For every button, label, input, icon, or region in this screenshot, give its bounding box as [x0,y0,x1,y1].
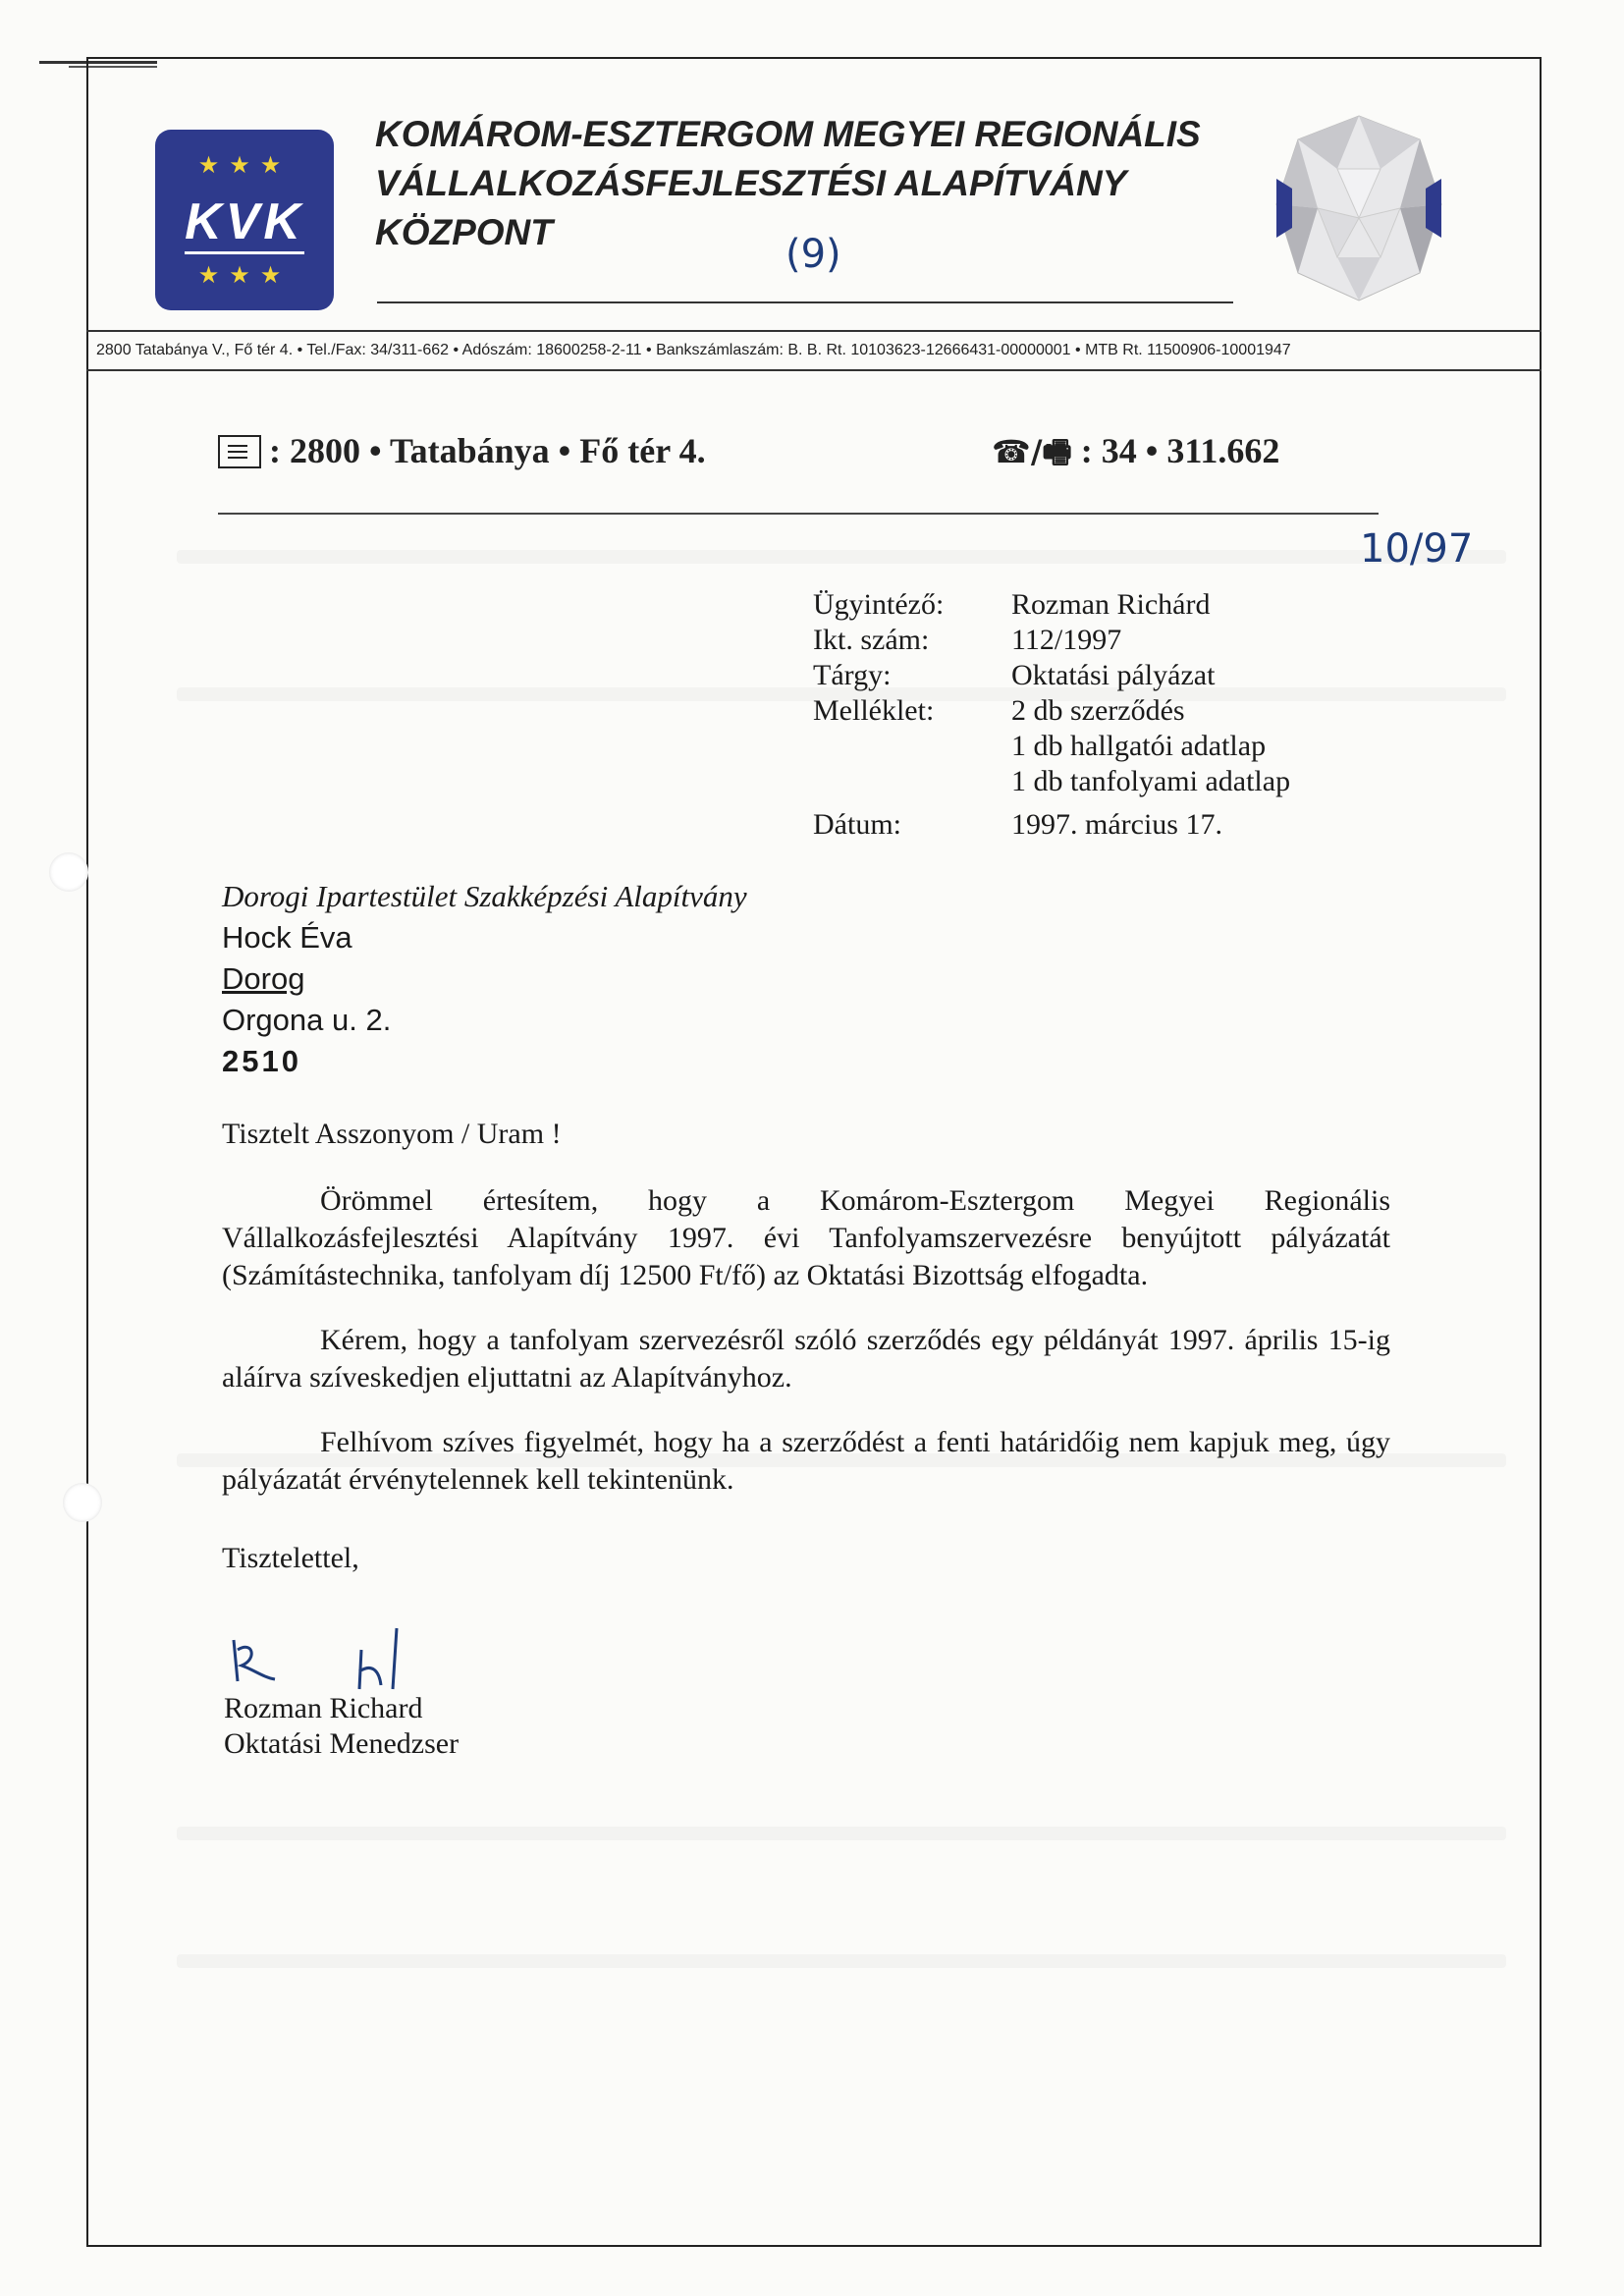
letter-meta [813,587,1290,843]
body-paragraph: Örömmel értesítem, hogy a Komárom-Esztergom Megyei Regionális Vállalkozásfejlesztési Alapítvány 1997. évi Tanfolyamszervezésre benyújtott pályázatát (Számítástechnika, tanfolyam díj 12500 Ft/fő) az Oktatási Bizottság elfogadta. [222,1184,1390,1291]
meta-row [813,807,1290,843]
fax-icon: 🖷 [1042,433,1072,470]
meta-label: Dátum: [813,808,901,841]
meta-label: Melléklet: [813,694,935,727]
signer-title: Oktatási Menedzser [224,1727,460,1760]
meta-value: Oktatási pályázat [1011,659,1216,691]
logo-text: KVK [185,193,304,250]
postal-address-text: : 2800 • Tatabánya • Fő tér 4. [269,431,706,470]
mailbox-icon [218,435,261,468]
meta-label [813,764,1011,799]
body-paragraph: Felhívom szíves figyelmét, hogy ha a szerződést a fenti határidőig nem kapjuk meg, úgy pályázatát érvénytelennek kell tekintenünk. [222,1426,1390,1496]
recipient-city: Dorog [222,961,305,996]
punch-hole [49,852,88,892]
org-line-2: VÁLLALKOZÁSFEJLESZTÉSI ALAPÍTVÁNY [375,163,1127,203]
meta-row [813,693,1290,729]
letter-body [222,1182,1390,1526]
meta-label [813,729,1011,764]
header-rule [377,301,1233,303]
phone-fax [992,430,1279,483]
recipient-zip: 2510 [222,1044,301,1078]
contact-strip: 2800 Tatabánya V., Fő tér 4. • Tel./Fax: 34/311-662 • Adószám: 18600258-2-11 • Bankszámlaszám: B. B. Rt. 10103623-12666431-00000001 • MTB Rt. 11500906-10001947 [86,330,1542,371]
star-icons: ★★★ [197,261,292,289]
meta-row [813,764,1290,799]
logo-underline [185,251,304,254]
handwritten-signature [224,1620,440,1699]
signer-block [224,1691,459,1762]
recipient-name: Hock Éva [222,920,352,955]
org-line-1: KOMÁROM-ESZTERGOM MEGYEI REGIONÁLIS [375,114,1201,154]
meta-value: 1 db hallgatói adatlap [1011,730,1267,762]
letter-frame [86,57,1542,2247]
meta-label: Ikt. szám: [813,624,930,656]
slash-separator: / [1030,433,1043,470]
meta-row [813,729,1290,764]
signer-name: Rozman Richard [224,1692,423,1724]
recipient-street: Orgona u. 2. [222,1003,392,1037]
recipient-organization: Dorogi Ipartestület Szakképzési Alapítvány [222,879,747,913]
punch-hole [63,1483,102,1522]
body-paragraph: Kérem, hogy a tanfolyam szervezésről szóló szerződés egy példányát 1997. április 15-ig aláírva szíveskedjen eljuttatni az Alapítványhoz. [222,1324,1390,1394]
recipient-block [222,876,747,1082]
star-icons: ★★★ [197,151,292,179]
meta-value: 1 db tanfolyami adatlap [1011,765,1291,797]
meta-value: 1997. március 17. [1011,808,1222,841]
meta-row [813,623,1290,658]
meta-value: 112/1997 [1011,624,1122,656]
kvk-logo [155,130,334,310]
meta-value: 2 db szerződés [1011,694,1185,727]
org-line-3: KÖZPONT [375,212,553,252]
geodesic-sphere-icon [1272,110,1445,306]
meta-value: Rozman Richárd [1011,588,1211,621]
phone-number-text: : 34 • 311.662 [1080,431,1280,470]
handwritten-reference: 10/97 [1360,526,1474,572]
address-rule [218,513,1379,515]
salutation: Tisztelt Asszonyom / Uram ! [222,1118,562,1150]
phone-icon: ☎ [992,433,1031,470]
meta-row [813,658,1290,693]
handwritten-number: (9) [785,232,841,277]
meta-label: Ügyintéző: [813,588,945,621]
postal-address [218,430,706,471]
meta-row [813,587,1290,623]
meta-label: Tárgy: [813,659,892,691]
closing: Tisztelettel, [222,1542,359,1574]
